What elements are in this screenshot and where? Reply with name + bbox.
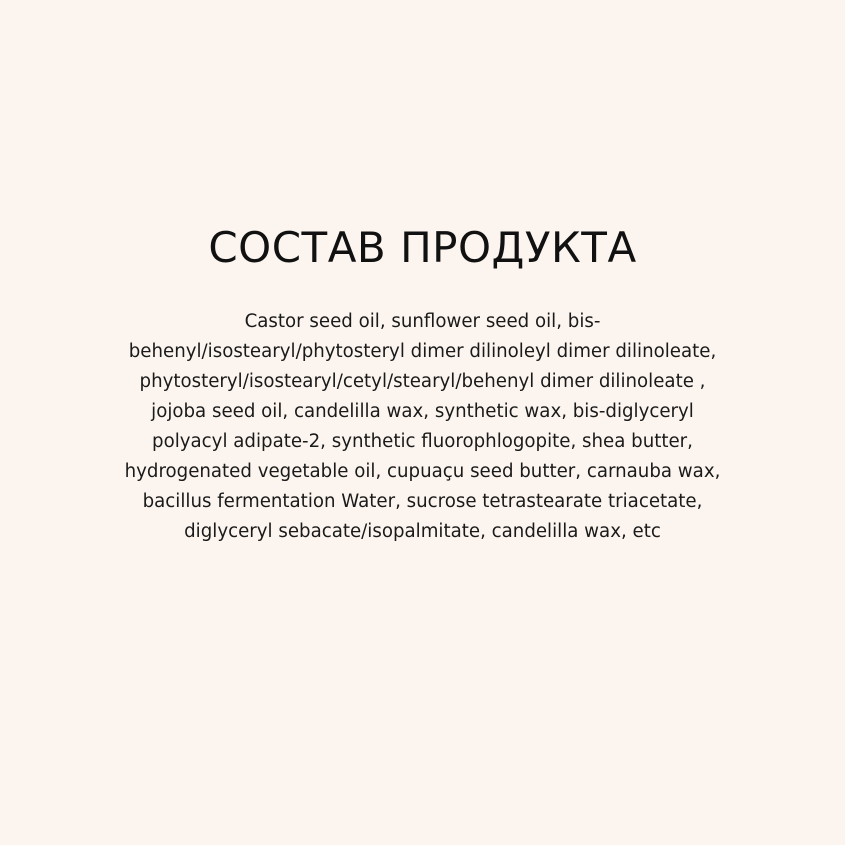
ingredients-list: Castor seed oil, sunflower seed oil, bis-behenyl/isostearyl/phytosteryl dimer dilinoleyl dimer dilinoleate, phytosteryl/isostearyl/cetyl/stearyl/behenyl dimer dilinoleate , jojoba seed oil, candelilla wax, synthetic wax, bis-diglyceryl polyacyl adipate-2, synthetic fluorophlogopite, shea butter, hydrogenated vegetable oil, cupuaçu seed butter, carnauba wax, bacillus fermentation Water, sucrose tetrastearate triacetate, diglyceryl sebacate/isopalmitate, candelilla wax, etc [124, 311, 721, 542]
page-title: СОСТАВ ПРОДУКТА [208, 223, 637, 272]
